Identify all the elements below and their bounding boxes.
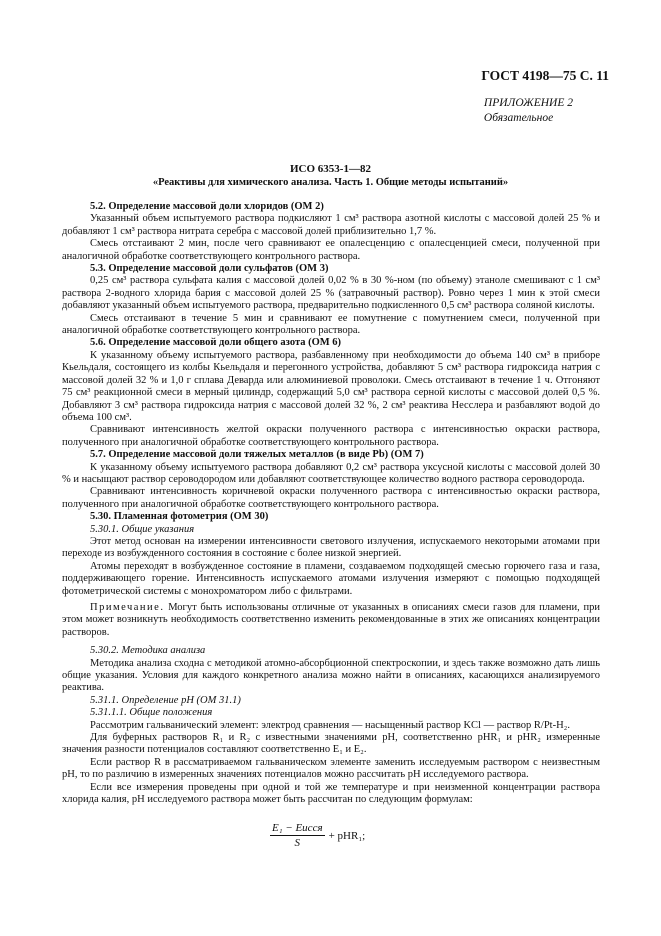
paragraph: Сравнивают интенсивность коричневой окраски полученного раствора с интенсивностью окраски раствора, полученного при аналогичной обработке соответствующего контрольного раствора. [62,486,600,510]
page-header: ГОСТ 4198—75 С. 11 [481,68,609,83]
paragraph: Если все измерения проведены при одной и той же температуре и при неизменной концентрации раствора хлорида калия, pH исследуемого раствора может быть рассчитан по следующим формулам: [62,781,600,806]
paragraph: Смесь отстаивают в течение 5 мин и сравнивают ее помутнение с помутнением смеси, полученной при аналогичной обработке соответствующего контрольного раствора. [62,312,600,337]
note-text: Могут быть использованы отличные от указанных в описаниях смеси газов для пламени, при этом может возникнуть необходимость соответственно изменить рекомендованные в этих же описаниях концентрации растворов. [62,602,600,638]
paragraph: Смесь отстаивают 2 мин, после чего сравнивают ее опалесценцию с опалесценцией смеси, полученной при аналогичной обработке соответствующего контрольного раствора. [62,238,600,262]
subsection-heading: 5.30.2. Методика анализа [90,645,206,657]
document-body [62,201,600,807]
formula-fraction [270,822,325,849]
ph-formula [270,822,365,849]
formula-numerator: E₁ − Eисся [272,822,323,834]
paragraph: Указанный объем испытуемого раствора подкисляют 1 см³ раствора азотной кислоты с массовой долей 25 % и добавляют 1 см³ раствора нитрата серебра с массовой долей приблизительно 1,7 %. [62,213,600,237]
subsection-heading: 5.31.1. Определение pH (ОМ 31.1) [90,694,241,706]
paragraph: Атомы переходят в возбужденное состояние в пламени, создаваемом подходящей смесью горючего газа и газа, поддерживающего горение. Интенсивность испускаемого атомами излучения измеряют с помощью подходящей фотометрической системы с монохроматором либо с фильтрами. [62,560,600,597]
standard-number: ИСО 6353-1—82 [290,163,371,175]
section-heading: 5.2. Определение массовой доли хлоридов (ОМ 2) [90,201,324,212]
appendix-status: Обязательное [483,112,554,124]
paragraph: Для буферных растворов R₁ и R₂ с известными значениями pH, соответственно pHR₁ и pHR₂ измеренные значения разности потенциалов составляют соответственно E₁ и E₂. [62,732,600,756]
section-heading: 5.3. Определение массовой доли сульфатов (ОМ 3) [90,263,329,275]
standard-title: «Реактивы для химического анализа. Часть 1. Общие методы испытаний» [152,177,509,188]
paragraph: Методика анализа сходна с методикой атомно-абсорбционной спектроскопии, и здесь также возможно дать лишь общие указания. Условия для каждого конкретного анализа можно найти в описаниях, касающихся анализируемого реактива. [62,657,600,694]
section-heading: 5.6. Определение массовой доли общего азота (ОМ 6) [90,337,342,349]
paragraph: К указанному объему испытуемого раствора, разбавленному при необходимости до объема 140 см³ в приборе Кьельдаля, состоящего из колбы Кьельдаля и перегонного устройства, добавляют 5 см³ раствора гидроксида натрия с массовой долей 32 % и 1,0 г сплава Деварда или алюминиевой проволоки. Смесь отстаивают в течение 1 ч. Отгоняют 75 см³ реакционной смеси в мерный цилиндр, содержащий 5,0 см³ раствора серной кислоты с массовой долей 0,5 %. Добавляют 3 см³ раствора гидроксида натрия с массовой долей 32 %, 2 см³ реактива Несслера и разбавляют водой до объема 100 см³. [62,349,600,423]
paragraph: Сравнивают интенсивность желтой окраски полученного раствора с интенсивностью окраски раствора, полученного при аналогичной обработке соответствующего контрольного раствора. [62,424,600,448]
paragraph: Если раствор R в рассматриваемом гальваническом элементе заменить исследуемым раствором с неизвестным pH, то по различию в измеренных значениях потенциалов можно рассчитать pH исследуемого раствора. [62,756,600,781]
subsection-heading: 5.30.1. Общие указания [90,523,195,535]
paragraph: К указанному объему испытуемого раствора добавляют 0,2 см³ раствора уксусной кислоты с массовой долей 30 % и насыщают раствор сероводородом или добавляют соответствующее количество водного раствора сероводорода. [62,461,600,485]
paragraph: Этот метод основан на измерении интенсивности светового излучения, испускаемого некоторыми атомами при переходе из возбужденного состояния в состояние с более низкой энергией. [62,535,600,560]
subsection-heading: 5.31.1.1. Общие положения [90,707,213,719]
section-heading: 5.30. Пламенная фотометрия (ОМ 30) [90,511,269,523]
section-heading: 5.7. Определение массовой доли тяжелых металлов (в виде Pb) (ОМ 7) [90,449,424,461]
paragraph: Рассмотрим гальванический элемент: электрод сравнения — насыщенный раствор KCl — раствор R/Pt-H₂. [90,719,570,731]
formula-denominator: S [294,837,301,849]
note [62,602,600,639]
appendix-label [484,96,573,126]
paragraph: 0,25 см³ раствора сульфата калия с массовой долей 0,02 % в 30 %-ном (по объему) этаноле смешивают с 1 см³ раствора 2-водного хлорида бария с массовой долей 25 % (затравочный раствор). Ровно через 1 мин к этой смеси добавляют указанный объем испытуемого раствора, предварительно подкисленного 0,5 см³ раствора соляной кислоты. [62,275,600,312]
note-label: Примечание. [90,602,165,613]
formula-tail: + pHR₁; [328,829,366,842]
appendix-title: ПРИЛОЖЕНИЕ 2 [483,97,573,109]
